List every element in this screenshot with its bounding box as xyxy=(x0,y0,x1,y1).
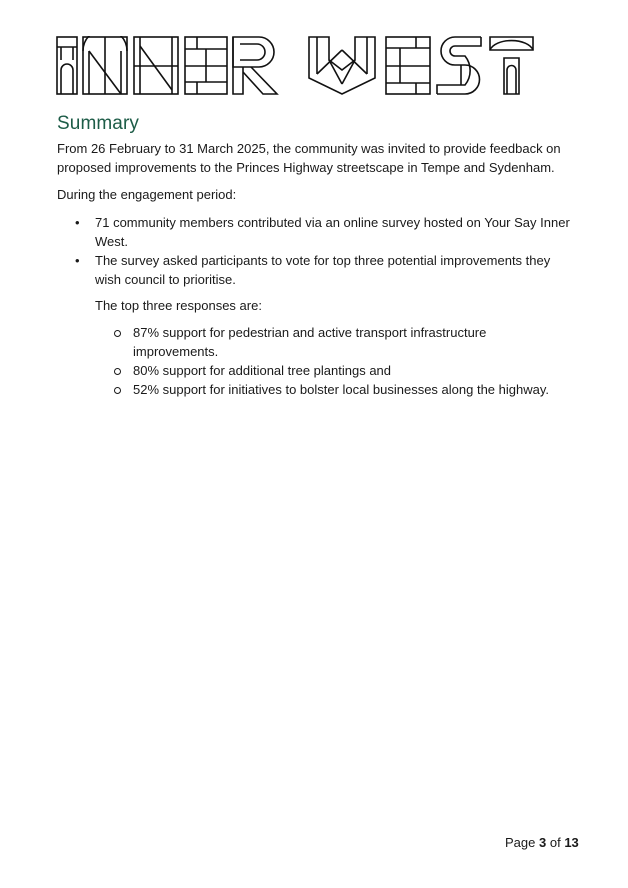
hollow-circle-bullet-icon xyxy=(114,330,121,337)
engagement-bullet-list xyxy=(57,213,577,289)
sub-bullet-text: 52% support for initiatives to bolster local businesses along the highway. xyxy=(133,382,549,397)
sub-bullet-item xyxy=(95,361,565,380)
bullet-item xyxy=(57,213,577,251)
hollow-circle-bullet-icon xyxy=(114,368,121,375)
page-number-footer xyxy=(505,834,579,851)
inner-west-logo xyxy=(56,36,534,96)
of-word: of xyxy=(549,835,561,850)
bullet-dot-icon: • xyxy=(75,215,80,230)
top-three-list xyxy=(95,323,565,399)
top-three-intro: The top three responses are: xyxy=(95,298,262,313)
page-word: Page xyxy=(505,835,536,850)
sub-bullet-item xyxy=(95,323,565,361)
hollow-circle-bullet-icon xyxy=(114,387,121,394)
sub-bullet-text: 87% support for pedestrian and active transport infrastructure improvements. xyxy=(133,325,487,359)
sub-bullet-text: 80% support for additional tree plantings and xyxy=(133,363,392,378)
bullet-item xyxy=(57,251,577,289)
bullet-text: The survey asked participants to vote for top three potential improvements they wish council to prioritise. xyxy=(95,253,551,287)
total-pages-number: 13 xyxy=(564,835,579,850)
engagement-lead-paragraph: During the engagement period: xyxy=(57,187,237,202)
section-heading: Summary xyxy=(57,113,139,134)
current-page-number: 3 xyxy=(539,835,547,850)
intro-paragraph: From 26 February to 31 March 2025, the community was invited to provide feedback on proposed improvements to the Princes Highway streetscape in Tempe and Sydenham. xyxy=(57,141,561,175)
sub-bullet-item xyxy=(95,380,565,399)
bullet-text: 71 community members contributed via an online survey hosted on Your Say Inner West. xyxy=(95,215,570,249)
bullet-dot-icon: • xyxy=(75,253,80,268)
